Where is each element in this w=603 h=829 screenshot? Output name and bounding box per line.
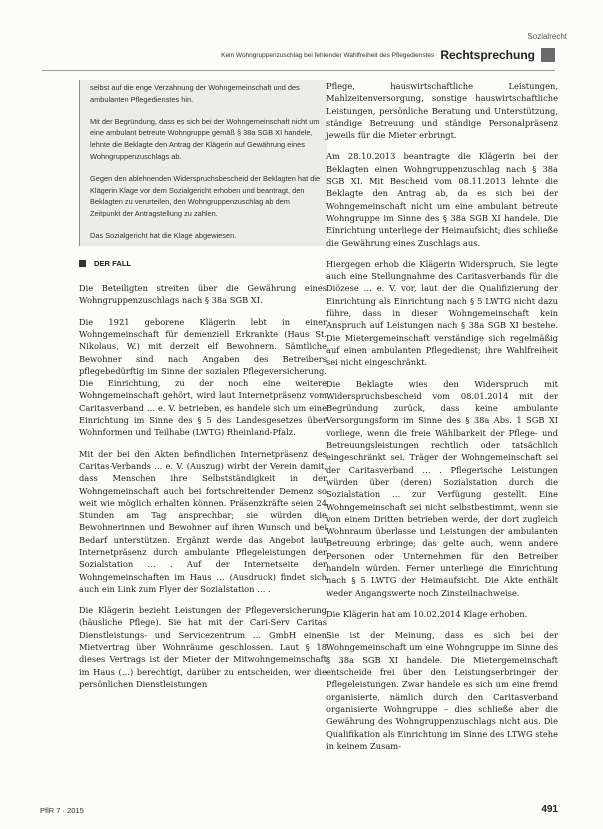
body-paragraph: Hiergegen erhob die Klägerin Widerspruch. Sie legte auch eine Stellungnahme des Caritasverbands für die Diözese … e. V. vor, laut der die Qualifizierung der Einrichtung als Einrichtung nach § 5 LWTG nicht dazu führe, dass in dieser Wohngemeinschaft kein Anspruch auf Leistungen nach § 38a SGB XI bestehe. Die Mietergemeinschaft verständige sich regelmäßig auf einen ambulanten Pflegedienst; ihre Wahlfreiheit sei nicht eingeschränkt. (326, 258, 558, 368)
body-paragraph: Die Klägerin bezieht Leistungen der Pflegeversicherung (häusliche Pflege). Sie hat mit der Cari-Serv Caritas Dienstleistungs- und Servicezentrum … GmbH einen Mietvertrag über Wohnräume geschlossen. Laut § 18 dieses Vertrags ist der Mieter der Mitwohngemeinschaft im Haus (…) berechtigt, darüber zu entscheiden, wer die persönlichen Dienstleistungen (79, 605, 327, 689)
summary-paragraph: Das Sozialgericht hat die Klage abgewiesen. (90, 230, 237, 240)
body-paragraph: Mit der bei den Akten befindlichen Internetpräsenz des Caritas-Verbands … e. V. (Auszug) wirbt der Verein damit, dass Menschen ihre Selbstständigkeit in der Wohngemeinschaft auch bei fortschreitender Demenz so weit wie möglich erhalten können. Präsenzkräfte seien 24 Stunden am Tag ansprechbar; sie würden die Bewohnerinnen und Bewohner auf ihren Wunsch und bei Bedarf unterstützen. Ergänzt werde das Angebot laut Internetpräsenz durch ambulante Pflegeleistungen der Sozialstation … . Auf der Internetseite der Wohngemeinschaften im Haus … (Ausdruck) findet sich auch ein Link zum Flyer der Sozialstation … . (79, 448, 327, 594)
left-column (79, 80, 327, 699)
body-paragraph: Die Klägerin hat am 10.02.2014 Klage erhoben. (326, 608, 528, 619)
running-head: Kein Wohngruppenzuschlag bei fehlender Wahlfreiheit des Pflegedienstes (221, 51, 435, 59)
section-square-icon (79, 260, 86, 267)
summary-paragraph: Gegen den ablehnenden Widerspruchsbescheid der Beklagten hat die Klägerin Klage vor dem Sozialgericht erhoben und beantragt, den Beklagten zu verurteilen, den Wohngruppenzuschlag ab dem Zeitpunkt der Antragstellung zu zahlen. (90, 173, 321, 219)
page-number: 491 (541, 804, 558, 815)
body-paragraph: Die Beteiligten streiten über die Gewährung eines Wohngruppenzuschlags nach § 38a SGB XI. (79, 283, 327, 306)
summary-box (79, 80, 327, 246)
page-header (42, 48, 555, 62)
right-column (326, 80, 558, 761)
body-paragraph: Am 28.10.2013 beantragte die Klägerin bei der Beklagten einen Wohngruppenzuschlag nach § 38a SGB XI. Mit Bescheid vom 08.11.2013 lehnte die Beklagte den Antrag ab, da es sich bei der Wohngemeinschaft nicht um eine ambulant betreute Wohngruppe im Sinne des § 38a SGB XI handele. Die Einrichtung unterliege der Heimaufsicht; dies schließe die Gewährung eines Zuschlags aus. (326, 151, 558, 248)
journal-name: PflR (40, 806, 55, 815)
section-heading (79, 258, 327, 270)
header-title: Rechtsprechung (440, 48, 535, 62)
footer-journal (40, 806, 84, 815)
header-rule (42, 70, 555, 71)
body-paragraph: Die 1921 geborene Klägerin lebt in einer Wohngemeinschaft für demenziell Erkrankte (Haus St. Nikolaus, W.) mit derzeit elf Bewohnern. Sämtliche Bewohner sind nach Angaben des Betreibers pflegebedürftig im Sinne der sozialen Pflegeversicherung. Die Einrichtung, zu der noch eine weitere Wohngemeinschaft gehört, wird laut Internetpräsenz vom Caritasverband … e. V. betrieben, es handele sich um eine Einrichtung im Sinne des § 5 des Landesgesetzes über Wohnformen und Teilhabe (LWTG) Rheinland-Pfalz. (79, 316, 327, 438)
header-marker-square (541, 48, 555, 62)
journal-issue: 7 · 2015 (56, 806, 84, 815)
body-paragraph: Sie ist der Meinung, dass es sich bei der Wohngemeinschaft um eine Wohngruppe im Sinne des § 38a SGB XI handele. Die Mietergemeinschaft entscheide frei über den Leistungserbringer der Pflegeleistungen. Zwar handele es sich um eine fremd organisierte, nämlich durch den Caritasverband organisierte Wohngruppe – dies schließe aber die Gewährung des Wohngruppenzuschlags nicht aus. Die Qualifikation als Einrichtung im Sinne des LTWG stehe in keinem Zusam- (326, 630, 558, 751)
section-label: Sozialrecht (527, 32, 567, 41)
body-paragraph: Pflege, hauswirtschaftliche Leistungen, Mahlzeitenversorgung, sonstige hauswirtschaftliche Leistungen, persönliche Beratung und Unterstützung, ständige Betreuung und ständige Personalpräsenz jeweils für die Mieter erbringt. (326, 81, 558, 141)
body-paragraph: Die Beklagte wies den Widerspruch mit Widerspruchsbescheid vom 08.01.2014 mit der Begründung zurück, dass keine ambulante Versorgungsform im Sinne des § 38a Abs. 1 SGB XI vorliege, wenn die freie Wählbarkeit der Pflege- und Betreuungsleistungen rechtlich oder tatsächlich eingeschränkt sei. Träger der Wohngemeinschaft sei der Caritasverband … . Pflegerische Leistungen würden über (deren) Sozialstation durch die Sozialstation … zur Verfügung gestellt. Eine Wohngemeinschaft sei nicht selbstbestimmt, wenn sie von einem Dritten betrieben werde, der dort zugleich Wohnraum überlasse und Leistungen der ambulanten Betreuung erbringe; das gelte auch, wenn andere Personen oder Unternehmen für den Betreiber handeln würden. Ferner unterliege die Einrichtung nach § 5 LWTG der Heimaufsicht. Die Akte enthält weder Angangswerte noch Zinsteilnachweise. (326, 378, 558, 598)
summary-paragraph: selbst auf die enge Verzahnung der Wohngemeinschaft und des ambulanten Pflegedienstes hin. (90, 83, 300, 104)
section-heading-text: DER FALL (94, 258, 132, 268)
summary-paragraph: Mit der Begründung, dass es sich bei der Wohngemeinschaft nicht um eine ambulant betreute Wohngruppe gemäß § 38a SGB XI handele, lehnte die Beklagte den Antrag der Klägerin auf Gewährung eines Wohngruppenzuschlags ab. (90, 116, 320, 161)
